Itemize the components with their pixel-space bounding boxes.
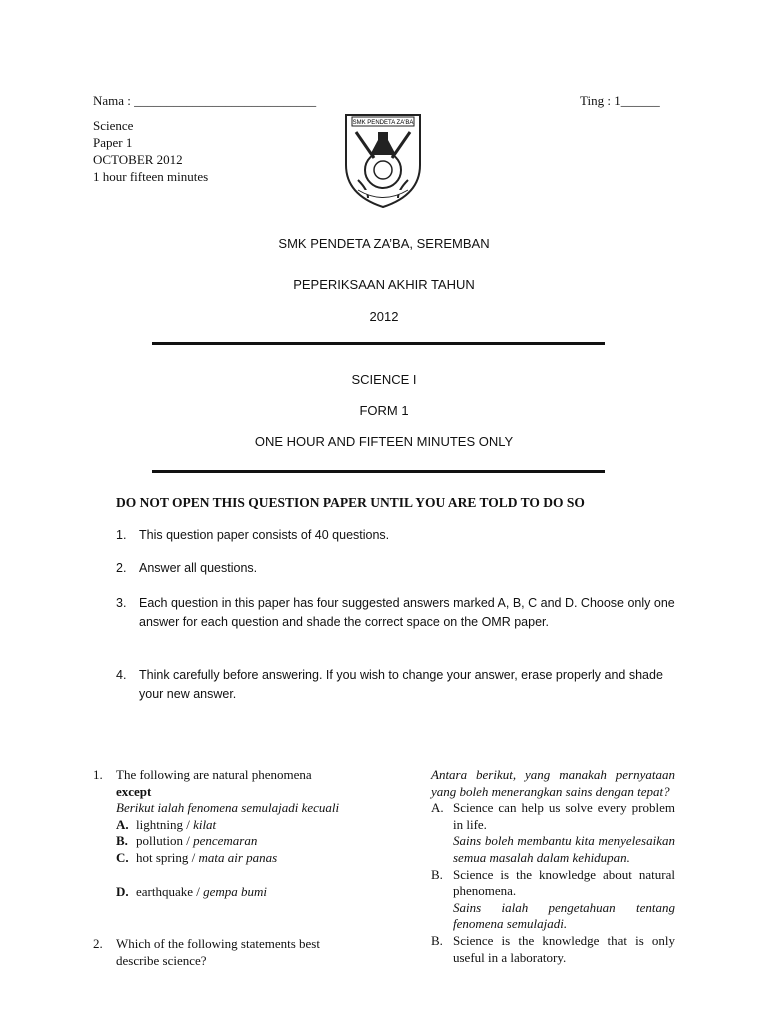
instruction-text: Think carefully before answering. If you wish to change your answer, erase properly and shade your new answer.: [139, 668, 663, 701]
name-field: [93, 93, 316, 109]
svg-text:SMK PENDETA ZA'BA: SMK PENDETA ZA'BA: [352, 120, 414, 126]
option-b[interactable]: [431, 867, 675, 933]
instruction-number: 4.: [116, 668, 127, 682]
question-stem-ms: Antara berikut, yang manakah pernyataan yang boleh menerangkan sains dengan tepat?: [431, 767, 675, 799]
paper-info: [93, 117, 208, 185]
option-letter: B.: [431, 866, 443, 882]
option-text-ms: pencemaran: [193, 833, 258, 849]
option-text-ms: mata air panas: [198, 849, 278, 865]
exam-year: 2012: [369, 309, 399, 324]
option-c[interactable]: [431, 933, 675, 966]
name-blank: ____________________________: [134, 93, 317, 108]
option-text-ms: Sains ialah pengetahuan tentang fenomena semulajadi.: [453, 899, 675, 932]
exam-name: PEPERIKSAAN AKHIR TAHUN: [293, 277, 475, 292]
instruction-item: [116, 666, 676, 704]
instruction-item: [116, 526, 676, 545]
instruction-item: [116, 594, 676, 632]
option-d[interactable]: [116, 884, 383, 901]
option-a[interactable]: [431, 800, 675, 866]
option-text-en: lightning /: [136, 816, 194, 832]
form-label: Ting : 1: [580, 93, 621, 108]
form-field: [580, 93, 660, 109]
divider-top: [152, 342, 605, 345]
option-text-ms: kilat: [193, 816, 217, 832]
option-letter: A.: [431, 800, 444, 816]
question-stem-emphasis: except: [116, 783, 152, 799]
instruction-text: Answer all questions.: [139, 561, 258, 575]
form-blank: ______: [620, 93, 660, 108]
option-letter: B.: [116, 833, 128, 849]
option-text-en: earthquake /: [136, 883, 204, 899]
divider-bottom: [152, 470, 605, 473]
duration-line: 1 hour fifteen minutes: [93, 169, 209, 184]
option-text-ms: gempa bumi: [203, 883, 268, 899]
option-text-en: pollution /: [136, 833, 194, 849]
instruction-text: Each question in this paper has four suggested answers marked A, B, C and D. Choose only one answer for each question and shade the correct space on the OMR paper.: [139, 596, 675, 629]
form-title: FORM 1: [359, 403, 409, 418]
option-text-ms: Sains boleh membantu kita menyelesaikan semua masalah dalam kehidupan.: [453, 833, 675, 865]
option-a[interactable]: [116, 817, 383, 834]
warning-text: DO NOT OPEN THIS QUESTION PAPER UNTIL YOU ARE TOLD TO DO SO: [116, 495, 585, 510]
school-crest-logo: [338, 110, 428, 210]
option-b[interactable]: [116, 833, 383, 850]
subject-title: SCIENCE I: [351, 372, 417, 387]
instruction-item: [116, 559, 676, 578]
question-stem-en: Which of the following statements best describe science?: [116, 936, 320, 968]
option-text-en: hot spring /: [136, 849, 199, 865]
time-allowed: ONE HOUR AND FIFTEEN MINUTES ONLY: [254, 434, 514, 449]
option-c[interactable]: [116, 850, 383, 867]
instruction-number: 3.: [116, 596, 127, 610]
question-1: [93, 767, 383, 900]
question-stem-ms: Berikut ialah fenomena semulajadi kecuali: [116, 800, 340, 816]
name-label: Nama :: [93, 93, 135, 108]
question-stem-en: The following are natural phenomena: [116, 767, 312, 782]
question-2: [93, 936, 383, 969]
option-letter: A.: [116, 816, 129, 832]
option-letter: C.: [116, 849, 129, 865]
paper-line: Paper 1: [93, 135, 133, 150]
option-text-en: Science is the knowledge about natural phenomena.: [453, 866, 675, 899]
instruction-number: 2.: [116, 561, 127, 575]
school-name: SMK PENDETA ZA’BA, SEREMBAN: [278, 236, 490, 251]
option-text-en: Science is the knowledge that is only useful in a laboratory.: [453, 932, 675, 965]
option-letter: B.: [431, 932, 443, 948]
question-number: 2.: [93, 936, 103, 951]
option-letter: D.: [116, 883, 129, 899]
instruction-number: 1.: [116, 528, 127, 542]
option-text-en: Science can help us solve every problem in life.: [453, 800, 675, 832]
month-year-line: OCTOBER 2012: [93, 152, 183, 167]
question-number: 1.: [93, 767, 103, 782]
subject-line: Science: [93, 118, 134, 133]
instruction-text: This question paper consists of 40 questions.: [139, 528, 390, 542]
question-2-continued: [431, 767, 675, 966]
